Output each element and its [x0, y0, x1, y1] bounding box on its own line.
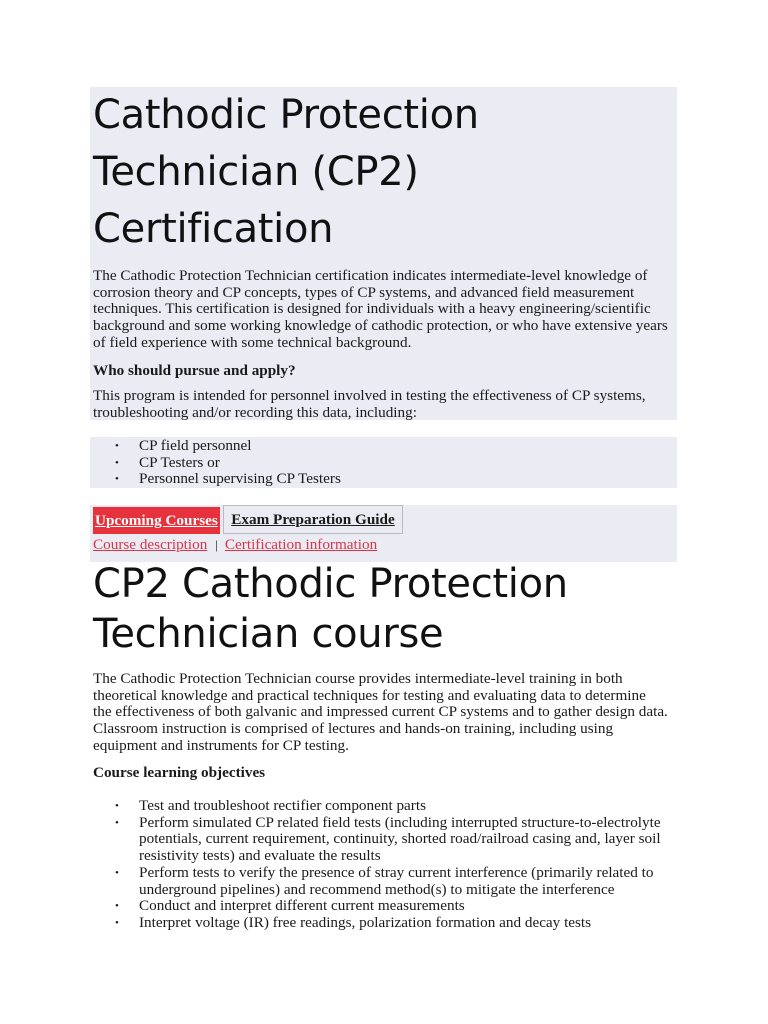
course-title: [93, 559, 668, 659]
upcoming-courses-tab[interactable]: Upcoming Courses: [93, 507, 220, 534]
exam-preparation-guide-tab[interactable]: Exam Preparation Guide: [223, 505, 403, 534]
list-item: • Perform tests to verify the presence of stray current interference (primarily related to underground pipelines) and recommend method(s) to mitigate the interference: [93, 865, 673, 898]
title-line: Technician course: [93, 611, 444, 657]
who-heading: Who should pursue and apply?: [93, 362, 296, 379]
objectives-list: [93, 798, 673, 932]
certification-title: [93, 87, 668, 258]
course-description: The Cathodic Protection Technician course provides intermediate-level training in both theoretical knowledge and practical techniques for testing and evaluating data to determine the effectiveness of both galvanic and impressed current CP systems and to gather design data. Classroom instruction is comprised of lectures and hands-on training, including using equipment and instruments for CP testing.: [93, 670, 668, 754]
list-item: • Personnel supervising CP Testers: [93, 471, 673, 488]
list-item: • Test and troubleshoot rectifier component parts: [93, 798, 673, 815]
list-item: • Conduct and interpret different current measurements: [93, 898, 673, 915]
list-item: • CP field personnel: [93, 438, 673, 455]
list-item: • Perform simulated CP related field tests (including interrupted structure-to-electrolyte potentials, current requirement, continuity, shorted road/railroad casing and, layer soil resistivity tests) and evaluate the results: [93, 815, 673, 865]
list-item: • CP Testers or: [93, 455, 673, 472]
title-line: CP2 Cathodic Protection: [93, 561, 568, 607]
course-description-link[interactable]: Course description: [93, 536, 208, 553]
title-line: Certification: [93, 206, 334, 252]
audience-list: [93, 438, 673, 488]
certification-intro: The Cathodic Protection Technician certification indicates intermediate-level knowledge of corrosion theory and CP concepts, types of CP systems, and advanced field measurement techniques. This certification is designed for individuals with a heavy engineering/scientific background and some working knowledge of cathodic protection, or who have extensive years of field experience with some technical background.: [93, 267, 668, 351]
list-item: • Interpret voltage (IR) free readings, polarization formation and decay tests: [93, 915, 673, 932]
certification-information-link[interactable]: Certification information: [224, 536, 378, 553]
who-text: This program is intended for personnel involved in testing the effectiveness of CP systems, troubleshooting and/or recording this data, including:: [93, 387, 646, 421]
tab-links: [93, 536, 377, 554]
objectives-heading: Course learning objectives: [93, 764, 266, 781]
title-line: Cathodic Protection: [93, 92, 479, 138]
link-separator: |: [215, 537, 218, 552]
title-line: Technician (CP2): [93, 149, 419, 195]
